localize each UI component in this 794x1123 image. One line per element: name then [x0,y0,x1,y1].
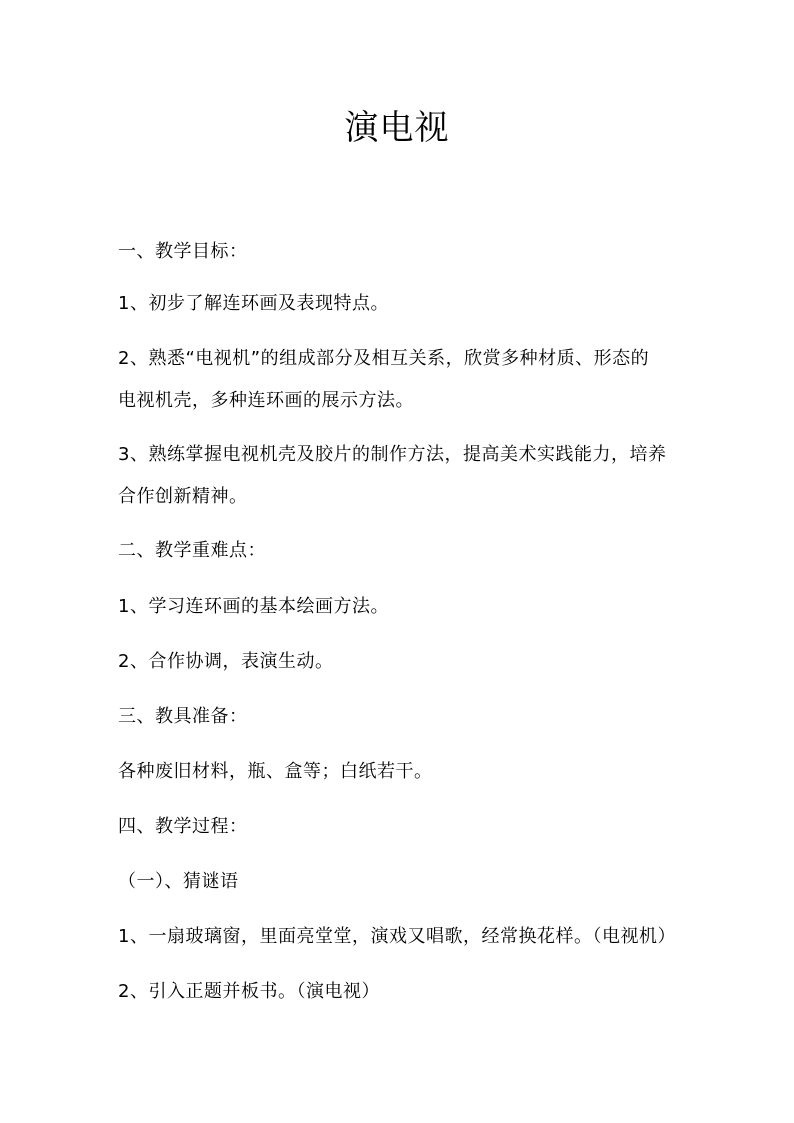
section-heading-objectives: 一、教学目标： [118,241,248,262]
paragraph-line: 1、一扇玻璃窗，里面亮堂堂，演戏又唱歌，经常换花样。（电视机） [118,926,676,947]
paragraph-line: 各种废旧材料，瓶、盒等；白纸若干。 [118,761,433,782]
section-heading-key-points: 二、教学重难点： [118,540,266,561]
paragraph-line: 3、熟练掌握电视机壳及胶片的制作方法，提高美术实践能力，培养 [118,444,667,465]
paragraph-line: 1、初步了解连环画及表现特点。 [118,293,389,314]
document-title: 演电视 [344,108,450,148]
paragraph-line: 2、引入正题并板书。（演电视） [118,981,380,1002]
subsection-heading-riddle: （一）、猜谜语 [118,871,239,892]
paragraph-line: 2、熟悉“电视机”的组成部分及相互关系，欣赏多种材质、形态的 [118,348,650,369]
paragraph-line: 合作创新精神。 [118,486,248,507]
paragraph-line: 1、学习连环画的基本绘画方法。 [118,596,389,617]
paragraph-line: 电视机壳，多种连环画的展示方法。 [118,390,414,411]
section-heading-process: 四、教学过程： [118,816,248,837]
paragraph-line: 2、合作协调，表演生动。 [118,651,334,672]
section-heading-materials: 三、教具准备： [118,706,248,727]
